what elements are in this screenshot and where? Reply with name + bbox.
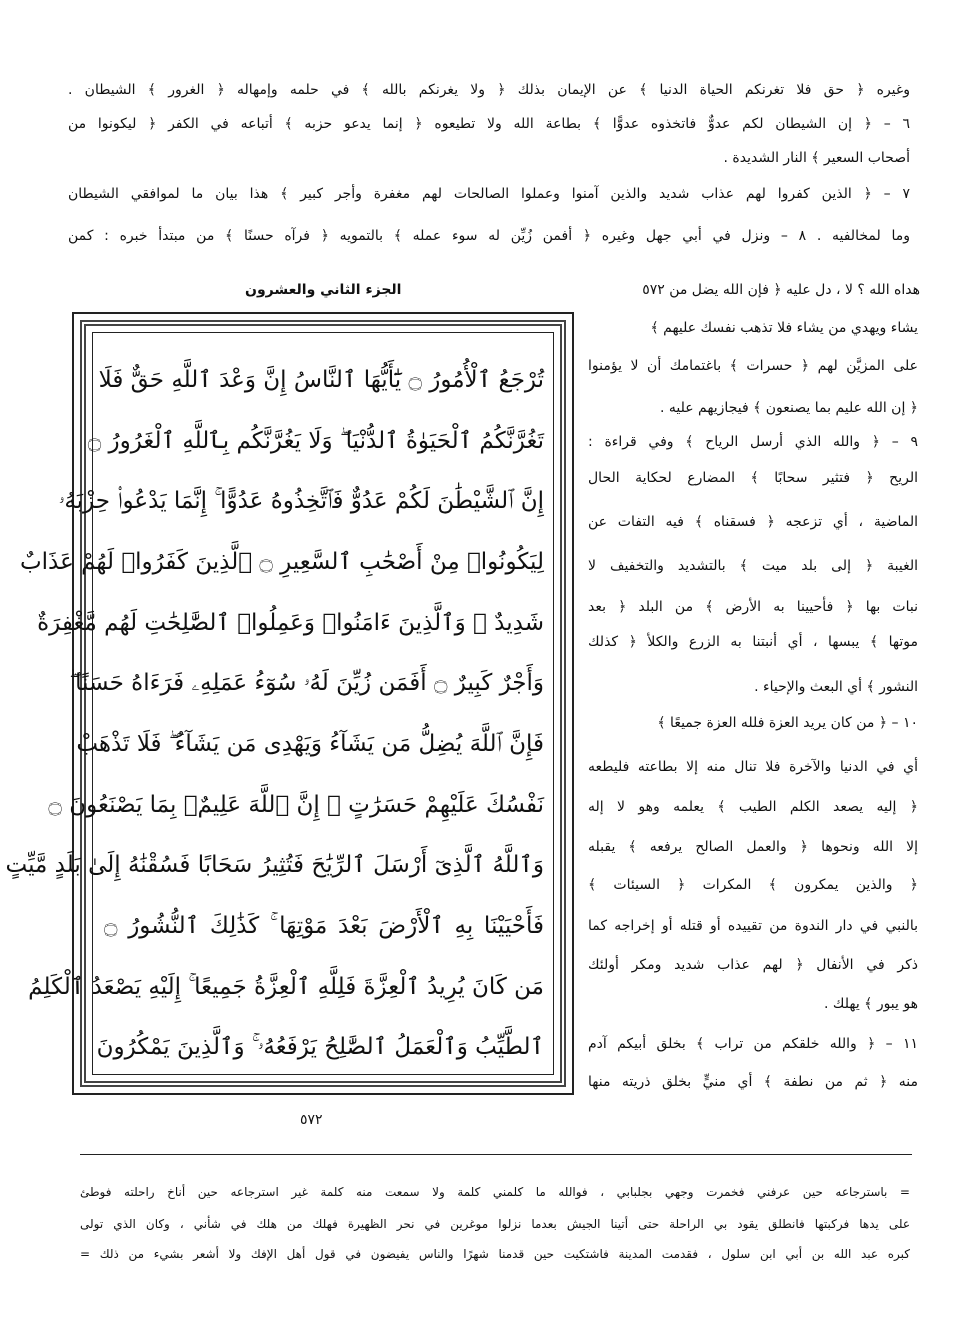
- commentary-line: موتها ﴾ يبسها ، أي أنبتنا به الزرع والكلأ ﴿ كذلك: [588, 634, 918, 650]
- commentary-line: نبات بها ﴿ فأحيينا به الأرض ﴾ من البلد ﴿ بعد: [588, 599, 918, 615]
- commentary-line: الريح ﴿ فتثير سحابًا ﴾ المضارع لحكاية الحال: [588, 470, 918, 486]
- commentary-line: هو يبور ﴾ يهلك .: [824, 996, 918, 1012]
- commentary-line: ﴿ إن الله عليم بما يصنعون ﴾ فيجازيهم عليه .: [659, 400, 918, 416]
- quran-line: تَغُرَّنَّكُمُ ٱلْحَيَوٰةُ ٱلدُّنْيَا ۖ وَلَا يَغُرَّنَّكُم بِٱللَّهِ ٱلْغَرُورُ ۝: [87, 428, 544, 454]
- commentary-line: ﴿ والذين يمكرون ﴾ المكرات ﴿ السيئات ﴾: [588, 877, 918, 893]
- commentary-line: ذكر في الأنفال ﴿ لهم عذاب شديد ومكر أولئك: [588, 957, 918, 973]
- commentary-line: على المزيَّن لهم ﴿ حسرات ﴾ باغتمامك أن لا يؤمنوا: [588, 358, 918, 374]
- quran-line: وَأَجْرٌ كَبِيرٌ ۝ أَفَمَن زُيِّنَ لَهُۥ سُوٓءُ عَمَلِهِۦ فَرَءَاهُ حَسَنًا ۖ: [69, 670, 544, 696]
- footnote-line: = باسترجاعه حين عرفني فخمرت وجهي بجلبابي ، فوالله ما كلمني كلمة ولا سمعت منه كلمة غير استرجاعه حين أناخ راحلته فوطئ: [80, 1185, 910, 1199]
- quran-line: نَفْسُكَ عَلَيْهِمْ حَسَرَٰتٍ ۚ إِنَّ ٱللَّهَ عَلِيمٌۢ بِمَا يَصْنَعُونَ ۝: [48, 792, 544, 818]
- commentary-line: يشاء ويهدي من يشاء فلا تذهب نفسك عليهم ﴾: [650, 320, 918, 336]
- quran-line: ٱلطَّيِّبُ وَٱلْعَمَلُ ٱلصَّٰلِحُ يَرْفَعُهُۥ ۚ وَٱلَّذِينَ يَمْكُرُونَ: [96, 1034, 544, 1060]
- top-text-line: أصحاب السعير ﴾ النار الشديدة .: [723, 150, 910, 166]
- commentary-line: إلا الله ونحوها ﴿ والعمل الصالح يرفعه ﴾ يقبله: [588, 839, 918, 855]
- quran-frame: [5, 312, 574, 1095]
- commentary-line: منه ﴿ ثم من نطفة ﴾ أي منيٍّ بخلق ذريته منها: [588, 1074, 918, 1090]
- quran-line: فَأَحْيَيْنَا بِهِ ٱلْأَرْضَ بَعْدَ مَوْتِهَا ۚ كَذَٰلِكَ ٱلنُّشُورُ ۝: [104, 913, 544, 939]
- commentary-line: ٩ – ﴿ والله الذي أرسل الرياح ﴾ وفي قراءة :: [588, 434, 918, 450]
- juz-title: الجزء الثاني والعشرون: [245, 282, 402, 298]
- commentary-line: بالنبي في دار الندوة من تقييده أو قتله أو إخراجه كما: [588, 918, 918, 934]
- quran-line: إِنَّ ٱلشَّيْطَٰنَ لَكُمْ عَدُوٌّ فَٱتَّخِذُوهُ عَدُوًّا ۚ إِنَّمَا يَدْعُوا۟ حِزْبَهُۥ: [58, 488, 544, 514]
- quran-line: فَإِنَّ ٱللَّهَ يُضِلُّ مَن يَشَآءُ وَيَهْدِى مَن يَشَآءُ ۖ فَلَا تَذْهَبْ: [76, 731, 544, 757]
- footnote-divider: [80, 1154, 912, 1155]
- quran-line: شَدِيدٌ ۖ وَٱلَّذِينَ ءَامَنُوا۟ وَعَمِلُوا۟ ٱلصَّٰلِحَٰتِ لَهُم مَّغْفِرَةٌ: [37, 610, 544, 636]
- commentary-line: الماضية ، أي تزعجه ﴿ فسقناه ﴾ فيه التفات عن: [588, 514, 918, 530]
- quran-line: وَٱللَّهُ ٱلَّذِىٓ أَرْسَلَ ٱلرِّيَٰحَ فَتُثِيرُ سَحَابًا فَسُقْنَٰهُ إِلَىٰ بَلَدٍ مَّيِّتٍ: [5, 852, 544, 878]
- commentary-line: ١١ – ﴿ والله خلقكم من تراب ﴾ بخلق أبيكم آدم: [588, 1036, 918, 1052]
- commentary-line: أي في الدنيا والآخرة فلا تنال منه إلا بطاعته فليطعه: [588, 759, 918, 775]
- quran-line: مَن كَانَ يُرِيدُ ٱلْعِزَّةَ فَلِلَّهِ ٱلْعِزَّةُ جَمِيعًا ۚ إِلَيْهِ يَصْعَدُ ٱلْكَلِمُ: [28, 974, 544, 1000]
- top-text-line: ٧ – ﴿ الذين كفروا لهم عذاب شديد والذين آمنوا وعملوا الصالحات لهم مغفرة وأجر كبير ﴾ هذا بيان ما لموافقي الشيطان: [68, 186, 910, 202]
- commentary-line: ١٠ – ﴿ من كان يريد العزة فلله العزة جميعًا ﴾: [657, 715, 918, 731]
- footnote-line: على يدها فركبتها فانطلق يقود بي الراحلة حتى أتينا الجيش بعدما نزلوا موغرين في نحر الظهيرة فهلك من هلك في شأني ، وكان الذي تولى: [80, 1217, 910, 1231]
- top-text-line: وما لمخالفيه . ٨ – ونزل في أبي جهل وغيره ﴿ أفمن زُيِّن له سوء عمله ﴾ بالتمويه ﴿ فرآه حسنًا ﴾ من مبتدأ خبره : كمن: [68, 228, 910, 244]
- header-continuation-line: هداه الله ؟ لا ، دل عليه ﴿ فإن الله يضل من ٥٧٢: [642, 282, 920, 298]
- quran-line: تُرْجَعُ ٱلْأُمُورُ ۝ يَٰٓأَيُّهَا ٱلنَّاسُ إِنَّ وَعْدَ ٱللَّهِ حَقٌّ فَلَا: [98, 367, 544, 393]
- commentary-line: ﴿ إليه يصعد الكلم الطيب ﴾ يعلمه وهو لا إله: [588, 799, 918, 815]
- top-text-line: وغيره ﴿ حق فلا تغرنكم الحياة الدنيا ﴾ عن الإيمان بذلك ﴿ ولا يغرنكم بالله ﴾ في حلمه وإمهاله ﴿ الغرور ﴾ الشيطان .: [68, 82, 910, 98]
- footnote-line: كبره عبد الله بن أبي ابن سلول ، فقدمت المدينة فاشتكيت حين قدمنا شهرًا والناس يفيضون في قول أهل الإفك ولا أشعر بشيء من ذلك =: [80, 1247, 910, 1261]
- page-number: ٥٧٢: [300, 1112, 323, 1128]
- quran-line: لِيَكُونُوا۟ مِنْ أَصْحَٰبِ ٱلسَّعِيرِ ۝ ٱلَّذِينَ كَفَرُوا۟ لَهُمْ عَذَابٌ: [19, 549, 544, 575]
- commentary-line: الغيبة ﴿ إلى بلد ميت ﴾ بالتشديد والتخفيف لا: [588, 558, 918, 574]
- commentary-line: النشور ﴾ أي البعث والإحياء .: [754, 679, 918, 695]
- top-text-line: ٦ – ﴿ إن الشيطان لكم عدوٌّ فاتخذوه عدوًّا ﴾ بطاعة الله ولا تطيعوه ﴿ إنما يدعو حزبه ﴾ أتباعه في الكفر ﴿ ليكونوا من: [68, 116, 910, 132]
